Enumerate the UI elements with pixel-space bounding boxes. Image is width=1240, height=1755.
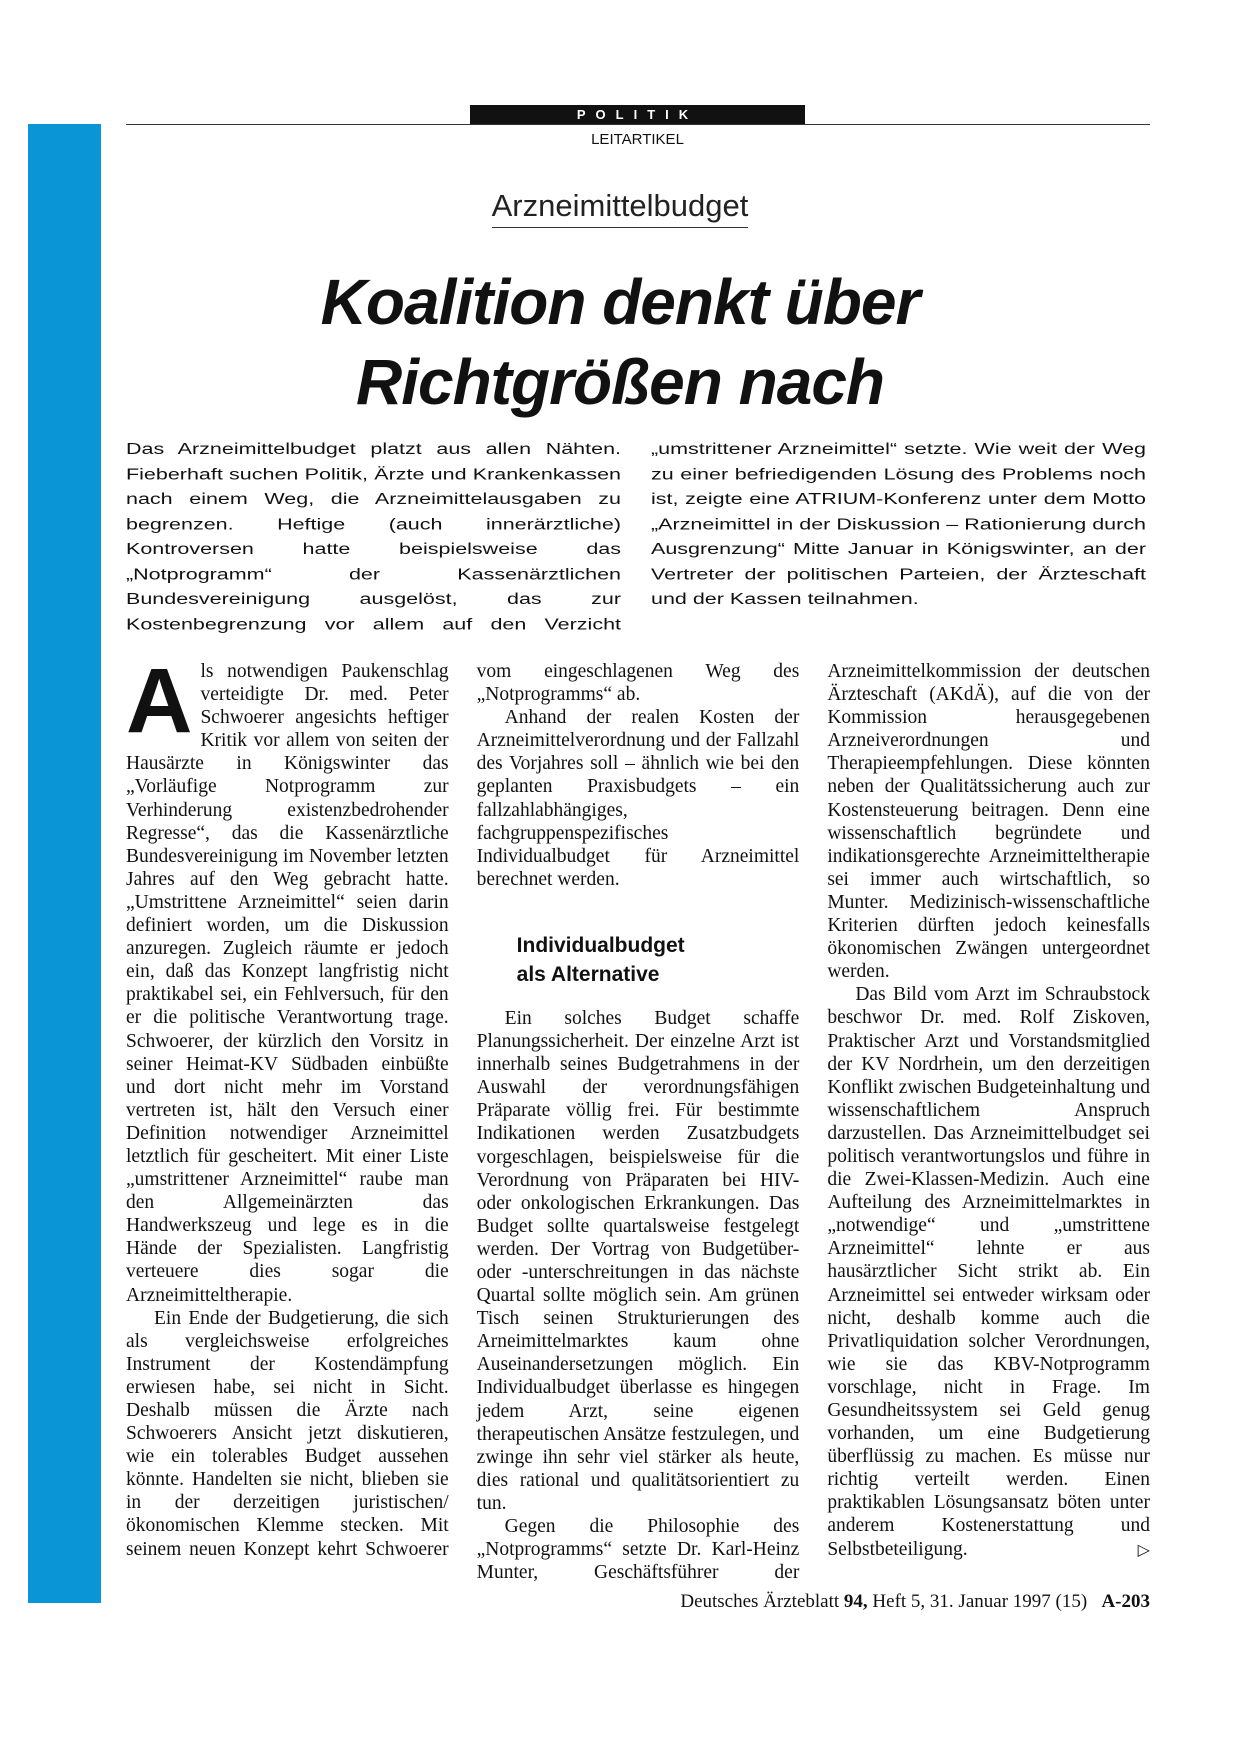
- body-paragraph-3: Anhand der realen Kosten der Arzneimittelverordnung und der Fallzahl des Vorjahres soll – ähnlich wie bei den geplanten Praxisbudgets – ein fallzahlabhängiges, fachgruppenspezifisches Individualbudget für Arzneimittel berechnet werden.: [476, 707, 800, 890]
- footer-volume: 94,: [843, 1591, 868, 1612]
- drop-cap: A: [126, 650, 193, 752]
- body-paragraph-5: Gegen die Philosophie des „Notprogramms“ setzte Dr. Karl-Heinz Munter, Geschäftsführer der Arzneimittelkommission der deutschen Ärzteschaft (AKdÄ), auf die von der Kommission herausgegebenen Arzneiverordnungen und Therapieempfehlungen. Diese könnten neben der Qualitätssicherung auch zur Kostensteuerung beitragen. Denn eine wissenschaftlich begründete und indikationsgerechte Arzneimitteltherapie sei immer auch wirtschaftlich, so Munter. Medizinisch-wissenschaftliche Kriterien dürften jedoch keinesfalls ökonomischen Zwängen untergeordnet werden.: [476, 661, 1150, 1584]
- headline-line-1: Koalition denkt über: [320, 266, 920, 338]
- subheading-line-1: Individualbudget: [516, 933, 685, 957]
- lead-paragraph: Das Arzneimittelbudget platzt aus allen Nähten. Fieberhaft suchen Politik, Ärzte und Krankenkassen nach einem Weg, die Arzneimittelausgaben zu begrenzen. Heftige (auch innerärztliche) Kontroversen hatte beispielsweise das „Notprogramm“ der Kassenärztlichen Bundesvereinigung ausgelöst, das zur Kostenbegrenzung vor allem auf den Verzicht „umstrittener Arzneimittel“ setzte. Wie weit der Weg zu einer befriedigenden Lösung des Problems noch ist, zeigte eine ATRIUM-Konferenz unter dem Motto „Arzneimittel in der Diskussion – Rationierung durch Ausgrenzung“ Mitte Januar in Königswinter, an der Vertreter der politischen Parteien, der Ärzteschaft und der Kassen teilnahmen.: [126, 439, 1146, 633]
- section-label: POLITIK: [470, 105, 805, 124]
- kicker-text: Arzneimittelbudget: [492, 188, 749, 228]
- article-lead: [126, 437, 1146, 637]
- subsection-label: LEITARTIKEL: [591, 131, 684, 148]
- article-headline: [0, 262, 1240, 422]
- article-kicker: [0, 188, 1240, 224]
- body-paragraph-6-text: Das Bild vom Arzt im Schraubstock beschwor Dr. med. Rolf Ziskoven, Praktischer Arzt und Vorstandsmitglied der KV Nordrhein, um den derzeitigen Konflikt zwischen Budgeteinhaltung und wissenschaftlichem Anspruch darzustellen. Das Arzneimittelbudget sei politisch verantwortungslos und führe in die Zwei-Klassen-Medizin. Auch eine Aufteilung des Arzneimittelmarktes in „notwendige“ und „umstrittene Arzneimittel“ lehnte er aus hausärztlicher Sicht strikt ab. Ein Arzneimittel sei entweder wirksam oder nicht, deshalb komme auch die Privatliquidation solcher Verordnungen, wie sie das KBV-Notprogramm vorschlage, nicht in Frage. Im Gesundheitssystem sei Geld genug vorhanden, um eine Budgetierung überflüssig zu machen. Es müsse nur richtig verteilt werden. Einen praktikablen Lösungsansatz böten unter anderem Kostenerstattung und Selbstbeteiligung.: [827, 984, 1150, 1560]
- footer-issue: Heft 5, 31. Januar 1997 (15): [872, 1591, 1088, 1612]
- body-paragraph-2: Ein Ende der Budgetierung, die sich als vergleichsweise erfolgreiches Instrument der Kostendämpfung erwiesen habe, sei nicht in Sicht. Deshalb müssen die Ärzte nach Schwoerers Ansicht jetzt diskutieren, wie ein tolerables Budget aussehen könnte. Handelten sie nicht, blieben sie in der derzeitigen juristischen/ökonomischen Klemme stecken. Mit seinem neuen Konzept kehrt Schwoerer vom eingeschlagenen Weg des „Notprogramms“ ab.: [126, 661, 800, 1560]
- article-body: [126, 650, 1150, 1590]
- body-paragraph-1: [126, 650, 449, 1307]
- subheading: [517, 931, 800, 989]
- body-paragraph-4: Ein solches Budget schaffe Planungssicherheit. Der einzelne Arzt ist innerhalb seines Budgetrahmens in der Auswahl der verordnungsfähigen Präparate völlig frei. Für bestimmte Indikationen werden Zusatzbudgets vorgeschlagen, beispielsweise für die Verordnung von Präparaten bei HIV- oder onkologischen Erkrankungen. Das Budget sollte quartalsweise festgelegt werden. Der Vortrag von Budgetüber- oder -unterschreitungen in das nächste Quartal sollte möglich sein. Am grünen Tisch seinen Strukturierungen des Arneimittelmarktes kaum ohne Auseinandersetzungen möglich. Ein Individualbudget überlasse es hingegen jedem Arzt, seine eigenen therapeutischen Ansätze festzulegen, und zwinge ihn sehr viel stärker als heute, dies rational und qualitätsorientiert zu tun.: [476, 1007, 800, 1514]
- footer-page-number: A-203: [1101, 1591, 1150, 1612]
- page-footer: [680, 1591, 1150, 1613]
- continue-arrow-icon: ▷: [1137, 1539, 1150, 1559]
- header-rule: [126, 124, 1150, 125]
- body-paragraph-6: [827, 983, 1150, 1560]
- headline-line-2: Richtgrößen nach: [355, 346, 885, 418]
- footer-journal: Deutsches Ärzteblatt: [680, 1591, 840, 1612]
- subheading-line-2: als Alternative: [516, 962, 660, 986]
- body-paragraph-1-text: ls notwendigen Paukenschlag verteidigte Dr. med. Peter Schwoerer angesichts heftiger Kritik vor allem von seiten der Hausärzte in Königswinter das „Vorläufige Notprogramm zur Verhinderung existenzbedrohender Regresse“, das die Kassenärztliche Bundesvereinigung im November letzten Jahres auf den Weg gebracht hatte. „Umstrittene Arzneimittel“ seien darin definiert worden, um die Diskussion anzuregen. Zugleich räumte er jedoch ein, daß das Konzept langfristig nicht praktikabel sei, ein Fehlversuch, für den er die politische Verantwortung trage. Schwoerer, der kürzlich den Vorsitz in seiner Heimat-KV Südbaden einbüßte und dort nicht mehr im Vorstand vertreten ist, hält den Versuch einer Definition notwendiger Arzneimittel letztlich für gescheitert. Mit einer Liste „umstrittener Arzneimittel“ raube man den Allgemeinärzten das Handwerkszeug und lege es in die Hände der Spezialisten. Langfristig verteuere dies sogar die Arzneimitteltherapie.: [126, 661, 449, 1306]
